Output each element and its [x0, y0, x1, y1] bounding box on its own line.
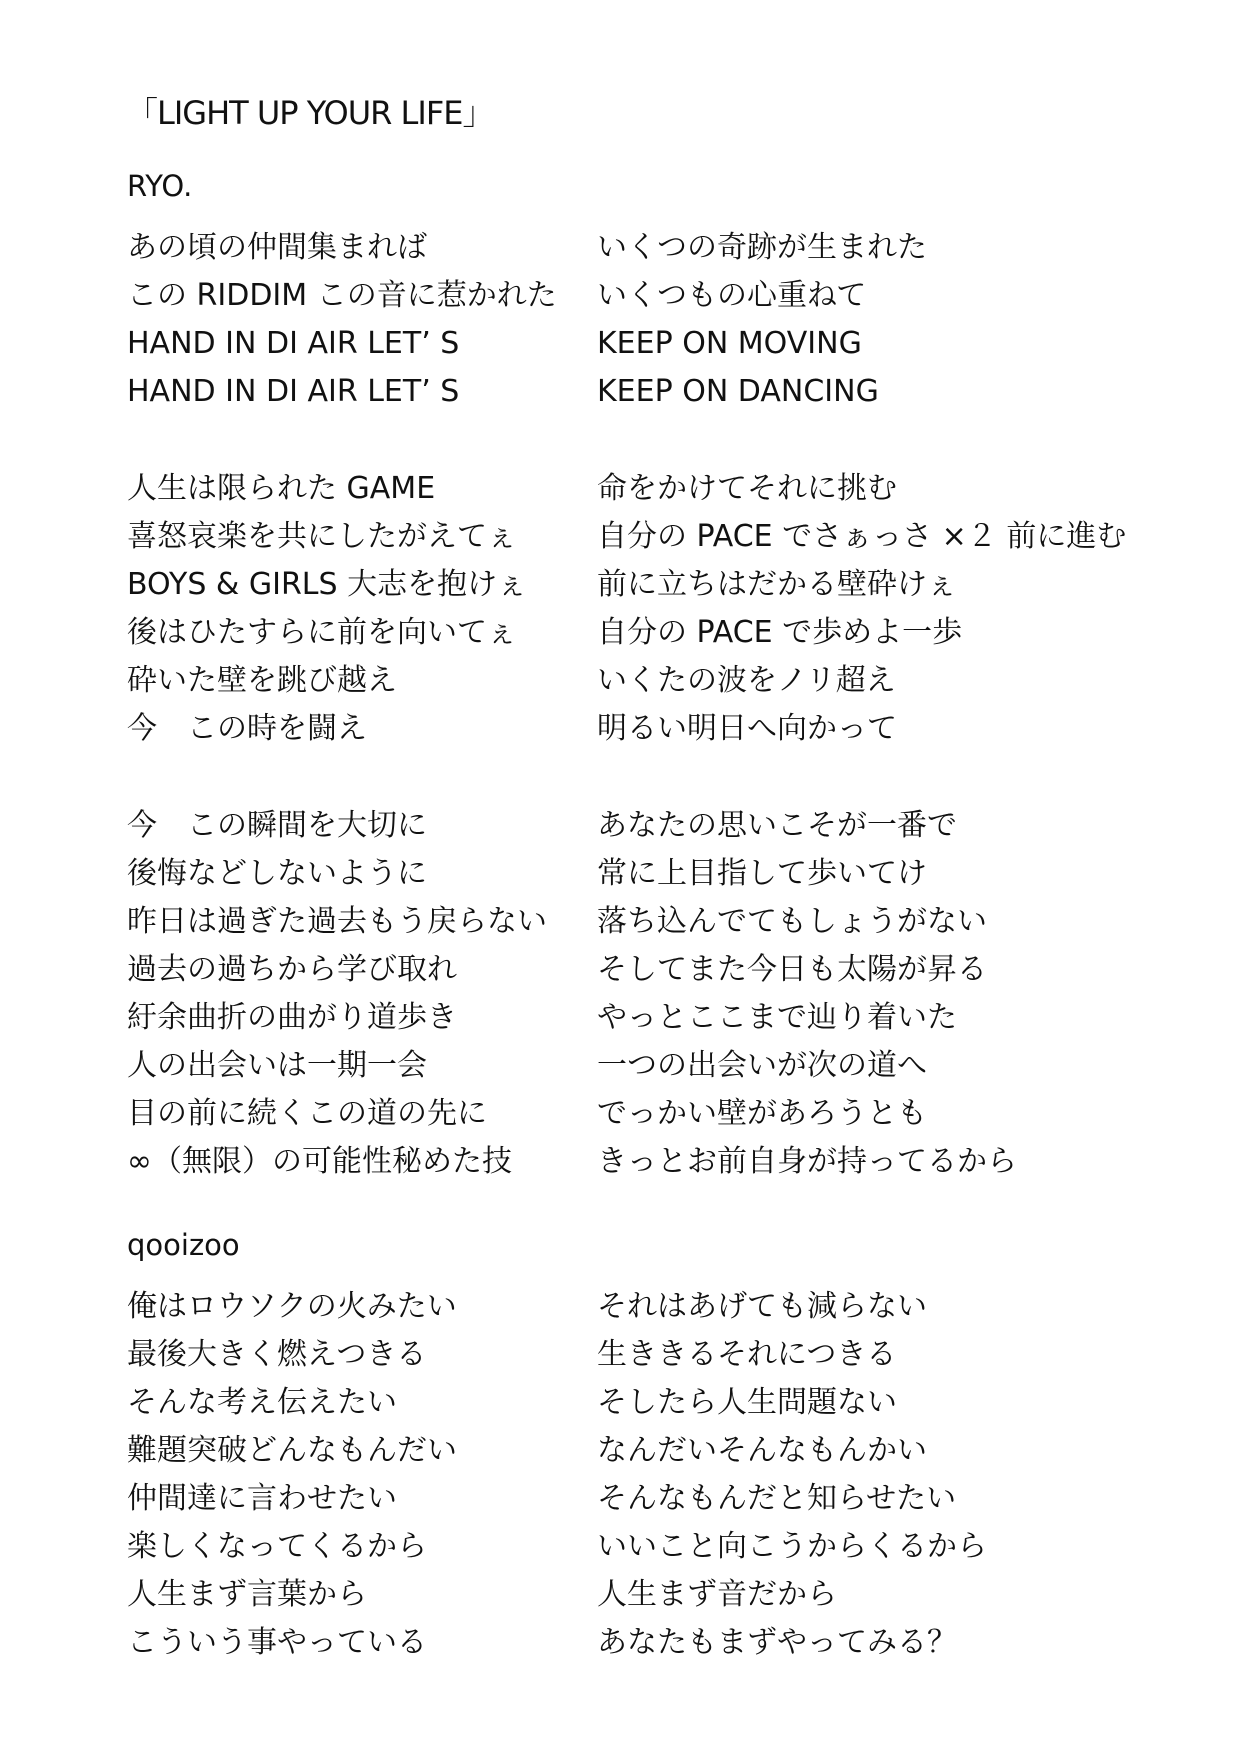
- lyric-line: でっかい壁があろうとも: [597, 1096, 927, 1131]
- singer-name: RYO.: [127, 169, 193, 203]
- lyric-line: そしたら人生問題ない: [597, 1385, 897, 1420]
- lyric-line: 人生まず音だから: [597, 1577, 837, 1612]
- lyric-line: 後はひたすらに前を向いてぇ: [127, 615, 517, 650]
- lyric-line: 明るい明日へ向かって: [597, 711, 897, 746]
- lyric-line: やっとここまで辿り着いた: [597, 1000, 957, 1035]
- left-column: [127, 1283, 457, 1667]
- lyric-line: 前に立ちはだかる壁砕けぇ: [597, 567, 957, 602]
- lyric-line: あなたもまずやってみる？: [597, 1625, 957, 1660]
- right-column: [597, 465, 1126, 753]
- lyric-line: BOYS & GIRLS 大志を抱けぇ: [127, 567, 528, 602]
- lyric-line: いくたの波をノリ超え: [597, 663, 896, 698]
- left-column: [127, 802, 547, 1186]
- lyric-line: 今 この時を闘え: [127, 711, 367, 746]
- lyric-line: 後悔などしないように: [127, 856, 427, 891]
- lyric-line: 人生は限られた GAME: [127, 471, 436, 506]
- lyric-line: 紆余曲折の曲がり道歩き: [127, 1000, 457, 1035]
- left-column: [127, 224, 557, 416]
- singer-name: qooizoo: [127, 1228, 240, 1262]
- lyric-line: 命をかけてそれに挑む: [597, 471, 897, 506]
- left-column: [127, 465, 527, 753]
- lyric-line: いいこと向こうからくるから: [597, 1529, 987, 1564]
- lyric-line: なんだいそんなもんかい: [597, 1433, 927, 1468]
- lyric-line: 昨日は過ぎた過去もう戻らない: [127, 904, 547, 939]
- lyric-line: それはあげても減らない: [597, 1289, 927, 1324]
- lyric-line: HAND IN DI AIR LET’ S: [127, 374, 460, 409]
- lyric-line: 最後大きく燃えつきる: [127, 1337, 427, 1372]
- lyric-line: 楽しくなってくるから: [127, 1529, 427, 1564]
- lyric-line: そんな考え伝えたい: [127, 1385, 397, 1420]
- lyric-line: あなたの思いこそが一番で: [597, 808, 957, 843]
- lyric-line: HAND IN DI AIR LET’ S: [127, 326, 460, 361]
- lyric-line: こういう事やっている: [127, 1625, 427, 1660]
- lyric-line: 喜怒哀楽を共にしたがえてぇ: [127, 519, 517, 554]
- right-column: [597, 802, 1017, 1186]
- lyric-line: 落ち込んでてもしょうがない: [597, 904, 987, 939]
- lyric-line: KEEP ON MOVING: [597, 326, 862, 361]
- lyric-line: 自分の PACE で歩めよ一歩: [597, 615, 963, 650]
- lyric-line: 生ききるそれにつきる: [597, 1337, 897, 1372]
- lyric-line: 人生まず言葉から: [127, 1577, 367, 1612]
- lyric-line: 難題突破どんなもんだい: [127, 1433, 457, 1468]
- right-column: [597, 224, 927, 416]
- right-column: [597, 1283, 987, 1667]
- lyric-line: 過去の過ちから学び取れ: [127, 952, 457, 987]
- lyric-line: 人の出会いは一期一会: [127, 1048, 427, 1083]
- lyric-line: いくつの奇跡が生まれた: [597, 230, 927, 265]
- lyric-line: いくつもの心重ねて: [597, 278, 867, 313]
- lyric-line: ∞（無限）の可能性秘めた技: [127, 1144, 512, 1179]
- lyric-line: 常に上目指して歩いてけ: [597, 856, 927, 891]
- lyric-line: 自分の PACE でさぁっさ ×２ 前に進む: [597, 519, 1127, 554]
- lyric-line: あの頃の仲間集まれば: [127, 230, 427, 265]
- lyric-line: 今 この瞬間を大切に: [127, 808, 427, 843]
- lyric-line: そしてまた今日も太陽が昇る: [597, 952, 987, 987]
- lyric-line: 仲間達に言わせたい: [127, 1481, 397, 1516]
- lyric-line: この RIDDIM この音に惹かれた: [127, 278, 557, 313]
- lyric-line: KEEP ON DANCING: [597, 374, 879, 409]
- lyric-line: 俺はロウソクの火みたい: [127, 1289, 457, 1324]
- lyric-line: そんなもんだと知らせたい: [597, 1481, 957, 1516]
- lyric-line: 目の前に続くこの道の先に: [127, 1096, 487, 1131]
- lyric-line: 砕いた壁を跳び越え: [127, 663, 397, 698]
- song-title: 「LIGHT UP YOUR LIFE」: [126, 94, 494, 132]
- lyric-line: 一つの出会いが次の道へ: [597, 1048, 927, 1083]
- lyric-line: きっとお前自身が持ってるから: [597, 1144, 1017, 1179]
